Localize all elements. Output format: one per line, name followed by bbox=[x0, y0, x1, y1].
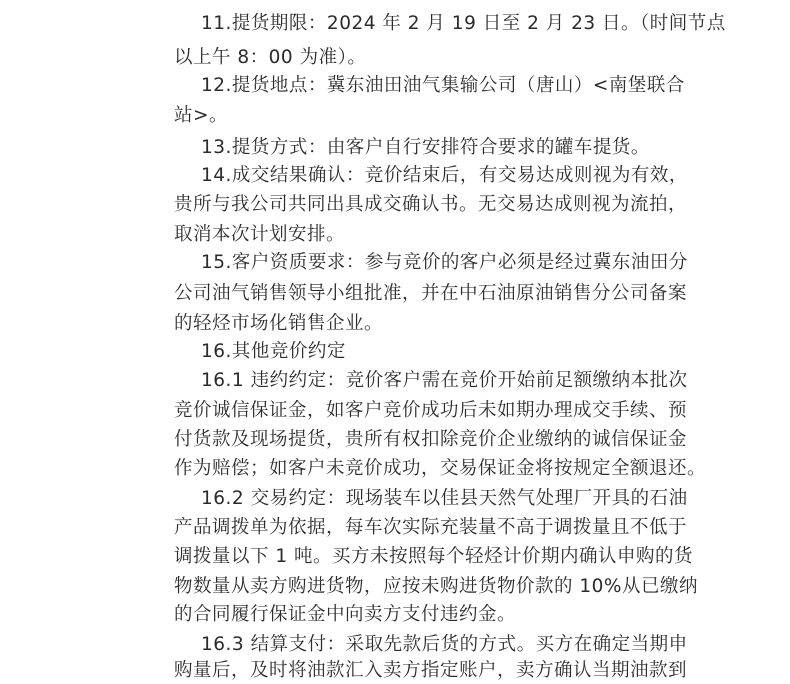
text-line: 14.成交结果确认：竞价结束后，有交易达成则视为有效， bbox=[201, 165, 688, 186]
text-line: 付货款及现场提货，贵所有权扣除竞价企业缴纳的诚信保证金 bbox=[174, 429, 688, 450]
text-line: 作为赔偿；如客户未竞价成功，交易保证金将按规定全额退还。 bbox=[174, 458, 707, 479]
text-line: 的合同履行保证金中向卖方支付违约金。 bbox=[174, 604, 517, 625]
text-line: 的轻烃市场化销售企业。 bbox=[174, 313, 384, 334]
text-line: 取消本次计划安排。 bbox=[174, 224, 346, 245]
text-line: 竞价诚信保证金，如客户竞价成功后未如期办理成交手续、预 bbox=[174, 400, 688, 421]
text-line: 13.提货方式：由客户自行安排符合要求的罐车提货。 bbox=[201, 137, 650, 158]
text-line: 11.提货期限：2024 年 2 月 19 日至 2 月 23 日。（时间节点 bbox=[201, 13, 726, 34]
text-line: 16.1 违约约定：竞价客户需在竞价开始前足额缴纳本批次 bbox=[201, 370, 688, 391]
text-line: 16.其他竞价约定 bbox=[201, 341, 346, 362]
text-line: 调拨量以下 1 吨。买方未按照每个轻烃计价期内确认申购的货 bbox=[174, 546, 694, 567]
text-line: 12.提货地点：冀东油田油气集输公司（唐山）<南堡联合 bbox=[201, 75, 685, 96]
text-line: 产品调拨单为依据，每车次实际充装量不高于调拨量且不低于 bbox=[174, 517, 688, 538]
text-line: 公司油气销售领导小组批准，并在中石油原油销售分公司备案 bbox=[174, 283, 688, 304]
text-line: 物数量从卖方购进货物，应按未购进货物价款的 10%从已缴纳 bbox=[174, 576, 699, 597]
text-line: 贵所与我公司共同出具成交确认书。无交易达成则视为流拍， bbox=[174, 194, 688, 215]
text-line: 15.客户资质要求：参与竞价的客户必须是经过冀东油田分 bbox=[201, 252, 688, 273]
text-line: 16.3 结算支付：采取先款后货的方式。买方在确定当期申 bbox=[201, 634, 688, 655]
text-line: 购量后，及时将油款汇入卖方指定账户，卖方确认当期油款到 bbox=[174, 660, 688, 681]
text-line: 站>。 bbox=[174, 105, 229, 126]
text-line: 以上午 8：00 为准）。 bbox=[174, 47, 367, 68]
text-line: 16.2 交易约定：现场装车以佳县天然气处理厂开具的石油 bbox=[201, 488, 688, 509]
